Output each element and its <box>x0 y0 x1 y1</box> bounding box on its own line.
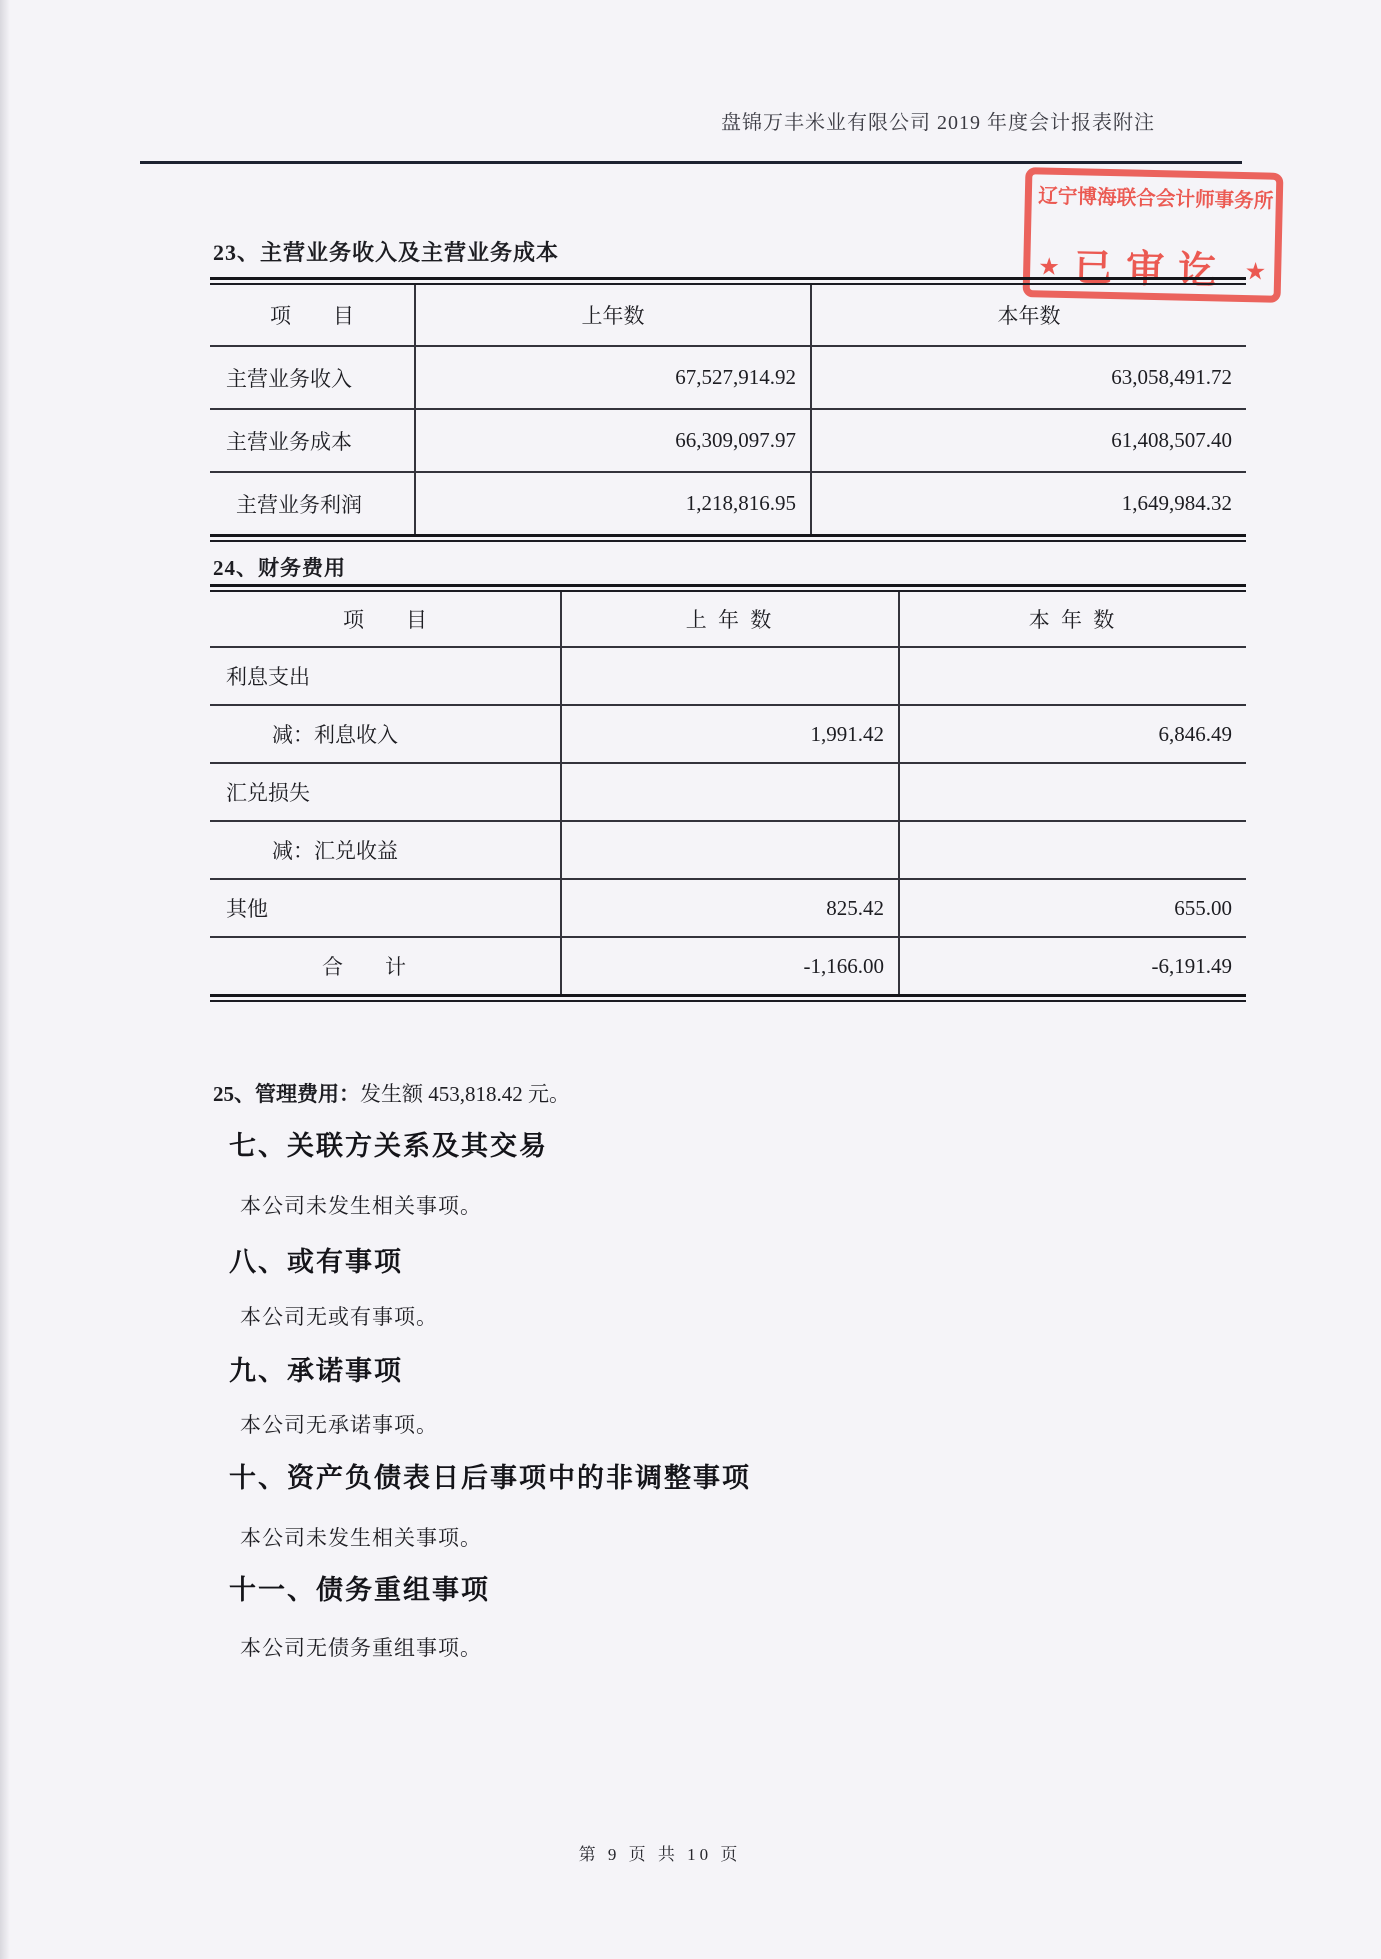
section-9-title: 九、承诺事项 <box>229 1356 403 1386</box>
row-label: 减：汇兑收益 <box>272 839 398 863</box>
table-row-profit <box>210 473 1246 534</box>
financial-expense-table <box>210 584 1246 1002</box>
table-header-row <box>210 285 1246 345</box>
section-10-title: 十、资产负债表日后事项中的非调整事项 <box>229 1463 751 1493</box>
section-7-title: 七、关联方关系及其交易 <box>229 1131 548 1161</box>
section-25-text: 发生额 453,818.42 元。 <box>360 1082 570 1106</box>
section-11-body: 本公司无债务重组事项。 <box>240 1636 482 1660</box>
column-header-item: 项 目 <box>270 304 354 328</box>
table-border-top <box>210 277 1246 285</box>
stamp-star-right-icon: ★ <box>1244 259 1267 286</box>
main-business-table <box>210 277 1246 542</box>
curr-year-value: 6,846.49 <box>898 706 1246 762</box>
table-header-row <box>210 592 1246 646</box>
row-label: 减：利息收入 <box>272 723 398 747</box>
stamp-audited-text: 已审讫 <box>1073 247 1231 293</box>
section-11-title: 十一、债务重组事项 <box>229 1575 490 1605</box>
prev-year-value: 1,991.42 <box>560 706 898 762</box>
row-label: 利息支出 <box>226 665 310 689</box>
prev-year-value: 66,309,097.97 <box>414 410 810 471</box>
column-header-item: 项 目 <box>343 608 427 632</box>
prev-year-value: 67,527,914.92 <box>414 347 810 408</box>
row-label: 其他 <box>226 897 268 921</box>
table-row-other <box>210 880 1246 936</box>
row-label: 合 计 <box>322 955 406 979</box>
table-row-cost <box>210 410 1246 471</box>
prev-year-value <box>560 764 898 820</box>
table-row-total <box>210 938 1246 994</box>
table-border-bottom <box>210 534 1246 542</box>
table-row-interest-expense <box>210 648 1246 704</box>
header-rule <box>140 161 1242 164</box>
curr-year-value <box>898 648 1246 704</box>
section-8-title: 八、或有事项 <box>229 1247 403 1277</box>
table-row-less-exchange-gain <box>210 822 1246 878</box>
prev-year-value: 825.42 <box>560 880 898 936</box>
row-label: 汇兑损失 <box>226 781 310 805</box>
section-24-title: 24、财务费用 <box>213 556 346 580</box>
table-row-exchange-loss <box>210 764 1246 820</box>
prev-year-value: -1,166.00 <box>560 938 898 994</box>
column-header-curr-year: 本年数 <box>810 285 1246 345</box>
section-25-line <box>213 1078 570 1108</box>
section-23-title: 23、主营业务收入及主营业务成本 <box>213 240 560 265</box>
section-25-title: 25、管理费用： <box>213 1082 360 1106</box>
row-label: 主营业务利润 <box>236 492 362 517</box>
row-label: 主营业务成本 <box>226 429 352 454</box>
curr-year-value <box>898 764 1246 820</box>
prev-year-value: 1,218,816.95 <box>414 473 810 534</box>
section-10-body: 本公司未发生相关事项。 <box>240 1526 482 1550</box>
prev-year-value <box>560 822 898 878</box>
page-header-text: 盘锦万丰米业有限公司 2019 年度会计报表附注 <box>721 112 1155 134</box>
row-label: 主营业务收入 <box>226 366 352 391</box>
curr-year-value <box>898 822 1246 878</box>
stamp-firm-name: 辽宁博海联合会计师事务所 <box>1037 185 1274 213</box>
stamp-star-left-icon: ★ <box>1037 254 1061 281</box>
curr-year-value: -6,191.49 <box>898 938 1246 994</box>
table-border-bottom <box>210 994 1246 1002</box>
table-row-less-interest-income <box>210 706 1246 762</box>
curr-year-value: 63,058,491.72 <box>810 347 1246 408</box>
curr-year-value: 655.00 <box>898 880 1246 936</box>
column-header-prev-year: 上年数 <box>414 285 810 345</box>
section-8-body: 本公司无或有事项。 <box>240 1305 438 1329</box>
curr-year-value: 1,649,984.32 <box>810 473 1246 534</box>
column-header-curr-year: 本 年 数 <box>898 592 1246 646</box>
column-header-prev-year: 上 年 数 <box>560 592 898 646</box>
table-row-revenue <box>210 347 1246 408</box>
curr-year-value: 61,408,507.40 <box>810 410 1246 471</box>
prev-year-value <box>560 648 898 704</box>
page-number: 第 9 页 共 10 页 <box>578 1845 742 1864</box>
section-7-body: 本公司未发生相关事项。 <box>240 1194 482 1218</box>
table-border-top <box>210 584 1246 592</box>
section-9-body: 本公司无承诺事项。 <box>240 1413 438 1437</box>
